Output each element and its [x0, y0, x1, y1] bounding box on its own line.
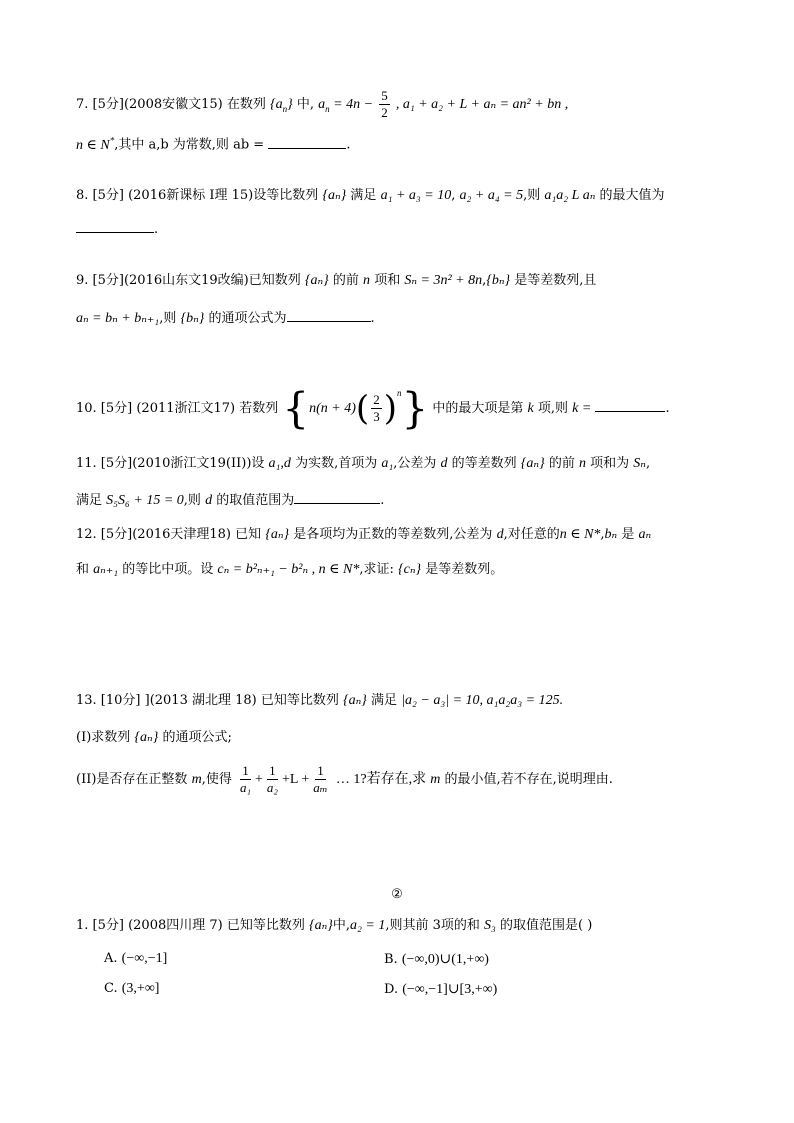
q13-part2: [76, 763, 613, 797]
q11-a1: a₁: [381, 456, 394, 471]
q8-label: 8. [5分] (2016新课标 I理 15)设等比数列: [76, 188, 319, 203]
q12-text1: 是各项均为正数的等差数列,公差为: [293, 527, 493, 542]
q9-label: 9. [5分](2016山东文19改编)已知数列: [76, 273, 301, 288]
q8-answer-blank[interactable]: [76, 220, 154, 233]
q9-sum: Sₙ = 3n² + 8n: [404, 273, 483, 288]
q8-product: a₁a₂ L aₙ: [544, 188, 596, 203]
s2q1-s3: S₃: [484, 918, 496, 933]
q13-part2-text2: 的最小值,若不存在,说明理由.: [444, 772, 613, 787]
q10-k: k: [527, 401, 534, 416]
q13-plus: +: [255, 772, 263, 787]
q13-part1-label: (I)求数列: [76, 730, 131, 745]
q8-end: .: [154, 222, 159, 237]
option-b-value: (−∞,0)∪(1,+∞): [401, 952, 489, 967]
q9-n: n: [363, 273, 371, 288]
q10-line: [76, 372, 670, 433]
q10-fraction: $\frac{2}{3}$: [373, 392, 380, 424]
q13-frac-1: $\frac{1}{\text{a₁}}$: [239, 763, 251, 795]
q11-line2-text: 满足: [76, 493, 103, 508]
section-mark: ②: [391, 887, 403, 902]
q13-part2-label: (II)是否存在正整数: [76, 772, 188, 787]
option-a-value: (−∞,−1]: [121, 951, 168, 966]
q8-text2: ,则: [523, 188, 541, 203]
q12-text2: ,对任意的: [503, 527, 560, 542]
q9-line1: [76, 272, 596, 290]
q11-text6: ,: [645, 456, 651, 471]
option-d-key: D.: [384, 982, 399, 997]
q11-text5: 项和为: [590, 456, 630, 471]
q8-cond2: a₂ + a₄ = 5: [459, 188, 524, 203]
s2q1-text2: ,则其前 3项的和: [385, 918, 480, 933]
q11-seq: {aₙ}: [520, 456, 545, 471]
q9-line2-text2: 的通项公式为: [208, 311, 287, 326]
q10-text2: 项,则: [537, 401, 568, 416]
q7-seq: $\{a_n\}$: [270, 97, 293, 114]
option-d-value: (−∞,−1]∪[3,+∞): [402, 982, 498, 997]
q12-label: 12. [5分](2016天津理18) 已知: [76, 527, 262, 542]
q11-text1: 为实数,首项为: [295, 456, 378, 471]
q12-line2: [76, 561, 503, 579]
q7-middle: 中,: [296, 97, 314, 112]
q11-answer-blank[interactable]: [294, 491, 380, 504]
q9-end: .: [370, 311, 375, 326]
option-a[interactable]: [104, 951, 167, 967]
q11-n: n: [578, 456, 586, 471]
q10-k-eq: k =: [572, 401, 592, 416]
q11-line2-formula: S₅S₆ + 15 = 0: [106, 493, 184, 508]
q12-text3: ,: [600, 527, 605, 542]
q11-line1: [76, 455, 650, 473]
q13-frac-2: $\frac{1}{\text{a₂}}$: [266, 763, 278, 795]
q11-end: .: [380, 493, 385, 508]
q12-line2-seq: {cₙ}: [398, 562, 422, 577]
q7-fraction: $\frac{5}{2}$: [381, 88, 388, 120]
q12-line2-cn: cₙ = b²ₙ₊₁ − b²ₙ , n ∈ N*: [217, 562, 360, 577]
q8-line1: [76, 187, 665, 205]
s2q1-seq: {aₙ}: [309, 918, 333, 933]
q9-answer-blank[interactable]: [287, 309, 371, 322]
q12-d: d: [496, 527, 504, 542]
q11-line2: [76, 491, 384, 510]
q10-brace-close: }: [401, 383, 429, 433]
q8-cond1: a₁ + a₃ = 10: [380, 188, 452, 203]
q7-formula1: $a_n = 4n$ −: [318, 97, 374, 114]
q12-cond: n ∈ N*: [559, 527, 601, 542]
q12-seq: {aₙ}: [265, 527, 290, 542]
s2q1-label: 1. [5分] (2008四川理 7) 已知等比数列: [76, 918, 305, 933]
q11-sn: Sₙ: [633, 456, 646, 471]
q13-frac-m: $\frac{1}{\text{aₘ}}$: [313, 763, 328, 795]
q12-bn: bₙ: [604, 527, 618, 542]
q10-end: .: [665, 401, 670, 416]
q8-text1: 满足: [350, 188, 377, 203]
q9-text4: 是等差数列,且: [514, 273, 597, 288]
q13-part2-rel: … 1?若存在,求: [335, 772, 427, 787]
q10-text1: 中的最大项是第: [432, 401, 524, 416]
q7-answer-blank[interactable]: [268, 136, 346, 149]
q12-line2-text3: ,求证:: [359, 562, 394, 577]
q13-label: 13. [10分] ](2013 湖北理 18) 已知等比数列: [76, 693, 339, 708]
q13-seq: {aₙ}: [343, 693, 367, 708]
q12-line2-an1: aₙ₊₁: [93, 562, 119, 577]
q9-text2: 项和: [374, 273, 401, 288]
option-d[interactable]: [384, 981, 497, 998]
q10-label: 10. [5分] (2011浙江文17) 若数列: [76, 401, 279, 416]
q8-text3: 的最大值为: [599, 188, 665, 203]
option-c-value: (3,+∞]: [121, 981, 160, 996]
q13-dots: +L +: [281, 772, 310, 787]
q12-line2-text1: 和: [76, 562, 90, 577]
q13-part2-m: m: [191, 772, 202, 787]
option-c-key: C.: [104, 981, 118, 996]
q13-cond: |a₂ − a₃| = 10, a₁a₂a₃ = 125.: [401, 693, 564, 708]
q11-line2-text2: ,则: [183, 493, 201, 508]
q12-an: aₙ: [638, 527, 652, 542]
q13-part1: [76, 729, 232, 747]
q10-brace-open: {: [282, 383, 310, 433]
q11-vars: a₁,d: [268, 456, 291, 471]
s2q1-text1: 中,: [332, 918, 351, 933]
q8-line2: [76, 220, 158, 239]
q7-n-in-N: n ∈ N*: [76, 135, 115, 153]
option-b[interactable]: [384, 951, 489, 968]
q11-line2-text3: 的取值范围为: [216, 493, 295, 508]
q13-part1-text: 的通项公式;: [162, 730, 232, 745]
q10-exp: n: [396, 388, 402, 398]
s2q1-text3: 的取值范围是( ): [500, 918, 593, 933]
q11-line2-d: d: [205, 493, 213, 508]
q9-line2-text: ,则: [159, 311, 177, 326]
option-b-key: B.: [384, 952, 398, 967]
q9-line2-seq: {bₙ}: [180, 311, 205, 326]
q12-text4: 是: [621, 527, 635, 542]
q7-label: 7. [5分](2008安徽文15) 在数列: [76, 97, 266, 112]
q7-line1: [76, 88, 568, 121]
s2q1-cond: a₂ = 1: [350, 918, 386, 933]
q9-seq: {aₙ}: [304, 273, 329, 288]
q11-label: 11. [5分](2010浙江文19(II))设: [76, 456, 265, 471]
s2q1-line: [76, 917, 592, 935]
q8-seq: {aₙ}: [322, 188, 347, 203]
q7-end: .: [346, 137, 351, 153]
option-a-key: A.: [104, 951, 118, 966]
q13-part2-text1: ,使得: [201, 772, 232, 787]
q12-line1: [76, 526, 651, 544]
q10-paren-open: (: [355, 388, 370, 429]
q10-paren-close: ): [383, 388, 397, 429]
q10-inner: n(n + 4): [309, 401, 356, 416]
q10-answer-blank[interactable]: [595, 399, 665, 412]
q7-line2: [76, 131, 350, 155]
option-c[interactable]: [104, 981, 159, 997]
q9-text3: ,: [482, 273, 487, 288]
q12-line2-text4: 是等差数列。: [425, 562, 504, 577]
q7-line2-text: ,其中 a,b 为常数,则 ab =: [114, 137, 265, 153]
q7-formula2: , a₁ + a₂ + L + aₙ = an² + bn ,: [395, 97, 569, 112]
q9-seq-b: {bₙ}: [486, 273, 511, 288]
q13-part1-seq: {aₙ}: [134, 730, 159, 745]
q9-text1: 的前: [332, 273, 359, 288]
q11-text2: ,公差为: [393, 456, 437, 471]
q9-line2: [76, 309, 375, 328]
q9-line2-formula: aₙ = bₙ + bₙ₊₁: [76, 311, 160, 326]
q13-part2-m2: m: [430, 772, 441, 787]
q11-text4: 的前: [548, 456, 575, 471]
q13-line1: [76, 692, 563, 710]
q8-comma: ,: [451, 188, 456, 203]
q11-text3: 的等差数列: [451, 456, 517, 471]
q11-d: d: [440, 456, 448, 471]
q13-text1: 满足: [371, 693, 398, 708]
q12-line2-text2: 的等比中项。设: [122, 562, 214, 577]
